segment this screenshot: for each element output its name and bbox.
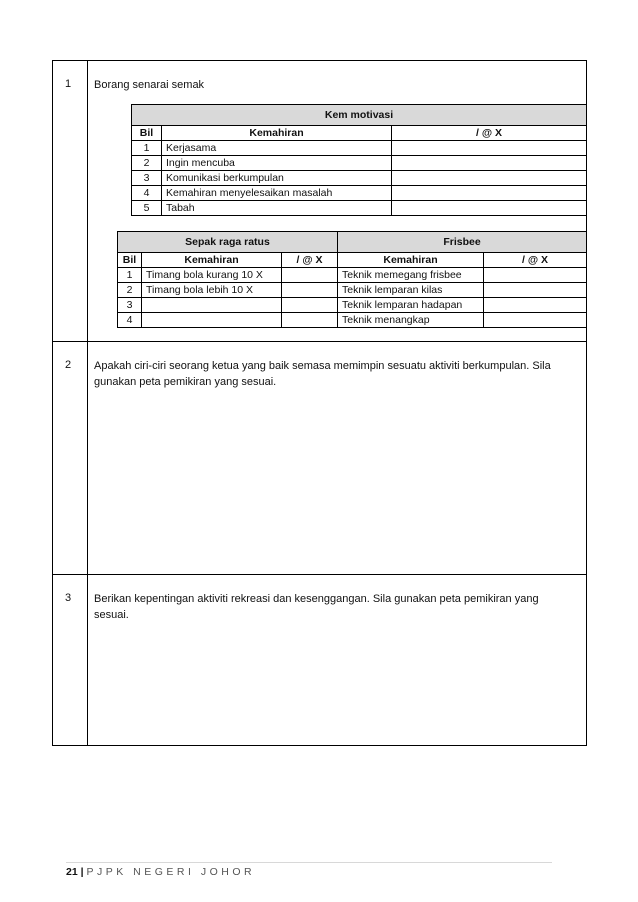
tick-cell[interactable] — [392, 156, 587, 171]
table-row — [132, 171, 587, 186]
row-bil: 4 — [132, 186, 162, 201]
column-divider — [87, 61, 88, 745]
question-1-text: Borang senarai semak — [94, 79, 205, 91]
table-row — [118, 313, 587, 328]
question-table — [52, 60, 587, 746]
footer-org: PJPK NEGERI JOHOR — [86, 866, 256, 878]
row-skill: Kerjasama — [162, 141, 392, 156]
row-skill-right: Teknik lemparan hadapan — [338, 298, 484, 313]
row-divider — [53, 341, 586, 342]
table-row — [132, 141, 587, 156]
row-bil: 3 — [132, 171, 162, 186]
row-skill: Tabah — [162, 201, 392, 216]
table-row — [132, 201, 587, 216]
header-kemahiran: Kemahiran — [142, 253, 282, 268]
table-row — [132, 186, 587, 201]
row-skill: Kemahiran menyelesaikan masalah — [162, 186, 392, 201]
header-kemahiran: Kemahiran — [162, 126, 392, 141]
header-bil: Bil — [118, 253, 142, 268]
footer-divider — [66, 862, 552, 863]
tick-cell[interactable] — [484, 268, 587, 283]
tick-cell[interactable] — [282, 313, 338, 328]
row-skill-left — [142, 298, 282, 313]
row-bil: 1 — [132, 141, 162, 156]
row-bil: 5 — [132, 201, 162, 216]
row-skill-right: Teknik menangkap — [338, 313, 484, 328]
row-skill: Komunikasi berkumpulan — [162, 171, 392, 186]
row-divider — [53, 574, 586, 575]
row-bil: 1 — [118, 268, 142, 283]
tick-cell[interactable] — [392, 171, 587, 186]
tick-cell[interactable] — [282, 283, 338, 298]
header-bil: Bil — [132, 126, 162, 141]
row-skill-left — [142, 313, 282, 328]
table-title: Kem motivasi — [132, 105, 587, 126]
footer-separator: | — [80, 866, 84, 878]
header-tick: / @ X — [484, 253, 587, 268]
tick-cell[interactable] — [392, 141, 587, 156]
page-footer — [66, 866, 255, 878]
header-tick: / @ X — [392, 126, 587, 141]
question-2-text: Apakah ciri-ciri seorang ketua yang baik semasa memimpin sesuatu aktiviti berkumpulan. Sila gunakan peta pemikiran yang sesuai. — [94, 360, 551, 388]
row-skill-right: Teknik lemparan kilas — [338, 283, 484, 298]
question-2-number: 2 — [65, 359, 72, 371]
question-3-number: 3 — [65, 592, 72, 604]
row-skill-right: Teknik memegang frisbee — [338, 268, 484, 283]
table-row — [132, 156, 587, 171]
question-1-number: 1 — [65, 78, 72, 90]
tick-cell[interactable] — [484, 313, 587, 328]
frisbee-title: Frisbee — [338, 232, 587, 253]
row-bil: 2 — [132, 156, 162, 171]
kem-motivasi-table — [131, 104, 587, 216]
tick-cell[interactable] — [392, 201, 587, 216]
question-3-text: Berikan kepentingan aktiviti rekreasi dan kesenggangan. Sila gunakan peta pemikiran yang sesuai. — [94, 593, 539, 621]
row-skill: Ingin mencuba — [162, 156, 392, 171]
row-bil: 3 — [118, 298, 142, 313]
row-bil: 4 — [118, 313, 142, 328]
row-skill-left: Timang bola lebih 10 X — [142, 283, 282, 298]
header-kemahiran: Kemahiran — [338, 253, 484, 268]
header-tick: / @ X — [282, 253, 338, 268]
row-bil: 2 — [118, 283, 142, 298]
tick-cell[interactable] — [282, 268, 338, 283]
tick-cell[interactable] — [484, 283, 587, 298]
page-number: 21 — [66, 866, 78, 878]
table-row — [118, 268, 587, 283]
tick-cell[interactable] — [282, 298, 338, 313]
sepak-raga-title: Sepak raga ratus — [118, 232, 338, 253]
sepak-raga-frisbee-table — [117, 231, 587, 328]
tick-cell[interactable] — [484, 298, 587, 313]
row-skill-left: Timang bola kurang 10 X — [142, 268, 282, 283]
table-row — [118, 283, 587, 298]
table-row — [118, 298, 587, 313]
tick-cell[interactable] — [392, 186, 587, 201]
